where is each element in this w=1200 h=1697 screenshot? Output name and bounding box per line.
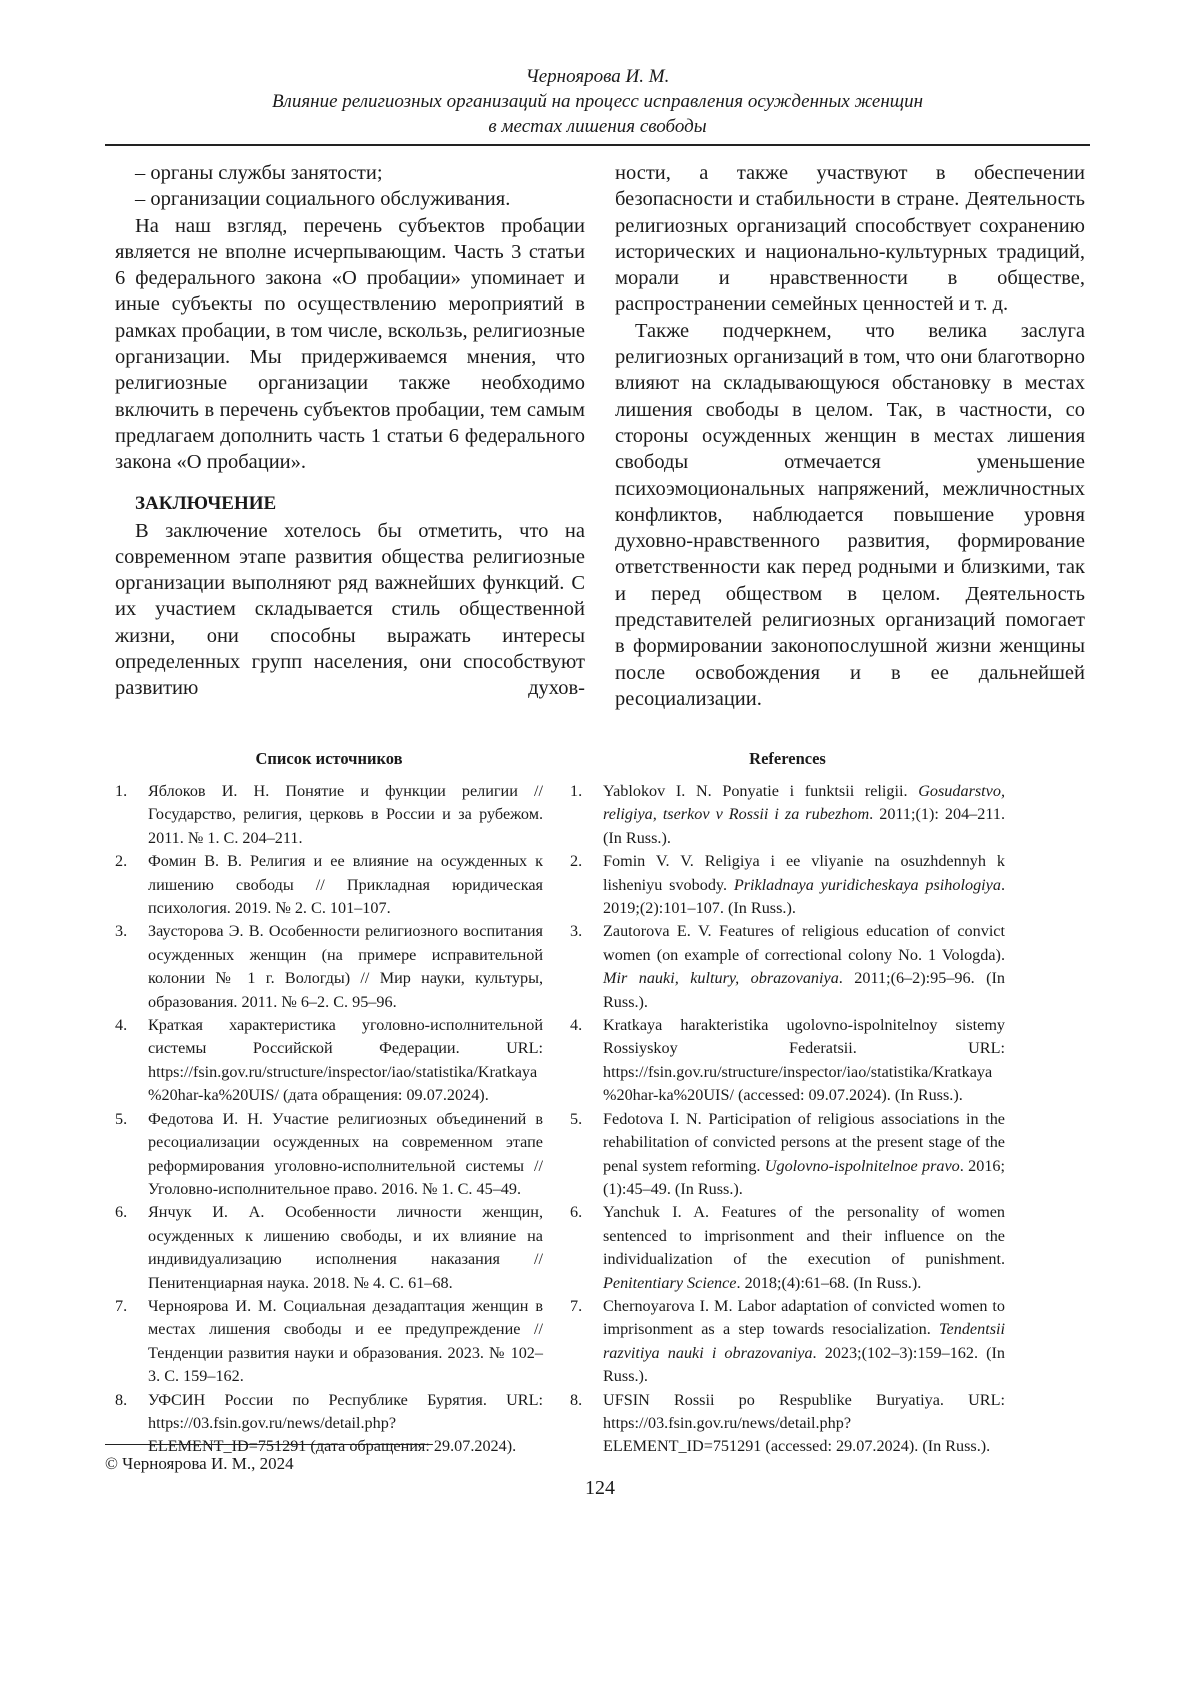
body-column-left [115, 160, 585, 702]
header-title-line2: в местах лишения свободы [105, 114, 1090, 139]
reference-item [570, 850, 1005, 920]
reference-text [148, 920, 543, 1014]
reference-journal-title: Prikladnaya yuridicheskaya psihologiya [734, 876, 1001, 894]
references-title: References [570, 746, 1005, 772]
reference-number: 7. [570, 1295, 603, 1389]
reference-journal-title: Gosudarstvo, religiya, tserkov v Rossii i za rubezhom [603, 782, 1005, 823]
reference-text [603, 1201, 1005, 1295]
reference-text [603, 1108, 1005, 1202]
reference-number: 1. [115, 780, 148, 850]
reference-text-part: Yanchuk I. A. Features of the personality of women sentenced to imprisonment and their influence on the individualization of the execution of punishment. [603, 1203, 1005, 1268]
sources-list [115, 746, 543, 1459]
reference-number: 5. [115, 1108, 148, 1202]
header-title-line1: Влияние религиозных организаций на процесс исправления осужденных женщин [105, 89, 1090, 114]
reference-journal-title: Ugolovno-ispolnitelnoe pravo [765, 1157, 960, 1175]
header-author: Черноярова И. М. [105, 64, 1090, 89]
reference-item [115, 920, 543, 1014]
reference-text-part: Fomin V. V. Religiya i ee vliyanie na osuzhdennyh k lisheniyu svobody. [603, 852, 1005, 893]
references-list [570, 746, 1005, 1459]
reference-number: 3. [115, 920, 148, 1014]
reference-item [570, 780, 1005, 850]
reference-text [603, 1389, 1005, 1459]
reference-text-part: . 2011;(6–2):95–96. (In Russ.). [603, 969, 1005, 1010]
paragraph: ности, а также участвуют в обеспечении безопасности и стабильности в стране. Деятельность религиозных организаций способствует сохранению исторических и национально-культурных традиций, морали и нравственности в обществе, распространении семейных ценностей и т. д. [615, 160, 1085, 318]
reference-text-part: . 2016;(1):45–49. (In Russ.). [603, 1157, 1005, 1198]
reference-text-part: Черноярова И. М. Социальная дезадаптация женщин в местах лишения свободы и ее предупреждение // Тенденции развития науки и образования. 2023. № 102–3. С. 159–162. [148, 1297, 543, 1385]
reference-item [570, 1389, 1005, 1459]
reference-text-part: Yablokov I. N. Ponyatie i funktsii religii. [603, 782, 918, 800]
reference-number: 8. [570, 1389, 603, 1459]
reference-item [115, 1389, 543, 1459]
footnote-rule [105, 1444, 433, 1445]
reference-number: 6. [115, 1201, 148, 1295]
reference-text-part: Zautorova E. V. Features of religious education of convict women (on example of correctional colony No. 1 Vologda). [603, 922, 1005, 963]
reference-text [148, 780, 543, 850]
reference-item [570, 1014, 1005, 1108]
reference-number: 6. [570, 1201, 603, 1295]
page-number: 124 [0, 1477, 1200, 1500]
list-item: – организации социального обслуживания. [115, 186, 585, 212]
body-column-right [615, 160, 1085, 712]
reference-text [148, 1389, 543, 1459]
reference-item [570, 920, 1005, 1014]
reference-item [115, 1014, 543, 1108]
reference-text-part: . 2019;(2):101–107. (In Russ.). [603, 876, 1005, 917]
header-rule [105, 144, 1090, 146]
paragraph: В заключение хотелось бы отметить, что на современном этапе развития общества религиозные организации выполняют ряд важнейших функций. С их участием складывается стиль общественной жизни, они способны выражать интересы определенных групп населения, они способствуют развитию духов- [115, 518, 585, 702]
reference-text-part: . 2018;(4):61–68. (In Russ.). [736, 1274, 921, 1292]
reference-text-part: Kratkaya harakteristika ugolovno-ispolnitelnoy sistemy Rossiyskoy Federatsii. URL: https://fsin.gov.ru/structure/inspector/iao/statistika/Kratkaya%20har-ka%20UIS/ (accessed: 09.07.2024). (In Russ.). [603, 1016, 1005, 1104]
reference-number: 4. [115, 1014, 148, 1108]
reference-number: 2. [570, 850, 603, 920]
reference-number: 3. [570, 920, 603, 1014]
reference-text-part: Заусторова Э. В. Особенности религиозного воспитания осужденных женщин (на примере исправительной колонии № 1 г. Вологды) // Мир науки, культуры, образования. 2011. № 6–2. С. 95–96. [148, 922, 543, 1010]
reference-text-part: . 2023;(102–3):159–162. (In Russ.). [603, 1344, 1005, 1385]
reference-number: 1. [570, 780, 603, 850]
reference-text-part: Chernoyarova I. M. Labor adaptation of convicted women to imprisonment as a step towards resocialization. [603, 1297, 1005, 1338]
reference-text [148, 1295, 543, 1389]
copyright: © Черноярова И. М., 2024 [105, 1454, 294, 1474]
reference-item [570, 1295, 1005, 1389]
reference-text-part: Федотова И. Н. Участие религиозных объединений в ресоциализации осужденных на современном этапе реформирования уголовно-исполнительной системы // Уголовно-исполнительное право. 2016. № 1. С. 45–49. [148, 1110, 543, 1198]
reference-journal-title: Mir nauki, kultury, obrazovaniya [603, 969, 839, 987]
reference-text-part: Краткая характеристика уголовно-исполнительной системы Российской Федерации. URL: https://fsin.gov.ru/structure/inspector/iao/statistika/Kratkaya%20har-ka%20UIS/ (дата обращения: 09.07.2024). [148, 1016, 543, 1104]
reference-item [570, 1201, 1005, 1295]
reference-text-part: Янчук И. А. Особенности личности женщин, осужденных к лишению свободы, и их влияние на индивидуализацию исполнения наказания // Пенитенциарная наука. 2018. № 4. С. 61–68. [148, 1203, 543, 1291]
list-item: – органы службы занятости; [115, 160, 585, 186]
reference-text-part: УФСИН России по Республике Бурятия. URL: https://03.fsin.gov.ru/news/detail.php?ELEMENT_ID=751291 (дата обращения: 29.07.2024). [148, 1391, 543, 1456]
reference-number: 4. [570, 1014, 603, 1108]
reference-item [115, 1295, 543, 1389]
reference-text [603, 850, 1005, 920]
reference-text [603, 1014, 1005, 1108]
reference-text-part: UFSIN Rossii po Respublike Buryatiya. URL: https://03.fsin.gov.ru/news/detail.php?ELEMENT_ID=751291 (accessed: 29.07.2024). (In Russ.). [603, 1391, 1005, 1456]
reference-item [115, 1108, 543, 1202]
reference-text [148, 1014, 543, 1108]
running-header [105, 64, 1090, 139]
paragraph: На наш взгляд, перечень субъектов пробации является не вполне исчерпывающим. Часть 3 статьи 6 федерального закона «О пробации» упоминает и иные субъекты по осуществлению мероприятий в рамках пробации, в том числе, вскользь, религиозные организации. Мы придерживаемся мнения, что религиозные организации также необходимо включить в перечень субъектов пробации, тем самым предлагаем дополнить часть 1 статьи 6 федерального закона «О пробации». [115, 213, 585, 476]
reference-number: 5. [570, 1108, 603, 1202]
reference-text [148, 850, 543, 920]
reference-number: 2. [115, 850, 148, 920]
reference-item [570, 1108, 1005, 1202]
reference-journal-title: Penitentiary Science [603, 1274, 736, 1292]
reference-number: 8. [115, 1389, 148, 1459]
reference-text [603, 1295, 1005, 1389]
paragraph: Также подчеркнем, что велика заслуга религиозных организаций в том, что они благотворно влияют на складывающуюся обстановку в местах лишения свободы в целом. Так, в частности, со стороны осужденных женщин в местах лишения свободы отмечается уменьшение психоэмоциональных напряжений, межличностных конфликтов, наблюдается повышение уровня духовно-нравственного развития, формирование ответственности как перед родными и близкими, так и перед обществом в целом. Деятельность представителей религиозных организаций помогает в формировании законопослушной жизни женщины после освобождения и в ее дальнейшей ресоциализации. [615, 318, 1085, 712]
reference-text-part: Фомин В. В. Религия и ее влияние на осужденных к лишению свободы // Прикладная юридическая психология. 2019. № 2. С. 101–107. [148, 852, 543, 917]
reference-journal-title: Tendentsii razvitiya nauki i obrazovaniya [603, 1320, 1005, 1361]
reference-item [115, 1201, 543, 1295]
reference-item [115, 850, 543, 920]
reference-text [148, 1201, 543, 1295]
sources-title: Список источников [115, 746, 543, 772]
section-heading: ЗАКЛЮЧЕНИЕ [115, 490, 585, 518]
reference-text [148, 1108, 543, 1202]
reference-text [603, 780, 1005, 850]
reference-text-part: Яблоков И. Н. Понятие и функции религии // Государство, религия, церковь в России и за рубежом. 2011. № 1. С. 204–211. [148, 782, 543, 847]
reference-text-part: Fedotova I. N. Participation of religious associations in the rehabilitation of convicted persons at the present stage of the penal system reforming. [603, 1110, 1005, 1175]
reference-item [115, 780, 543, 850]
reference-text-part: . 2011;(1): 204–211. (In Russ.). [603, 805, 1005, 846]
reference-number: 7. [115, 1295, 148, 1389]
reference-text [603, 920, 1005, 1014]
